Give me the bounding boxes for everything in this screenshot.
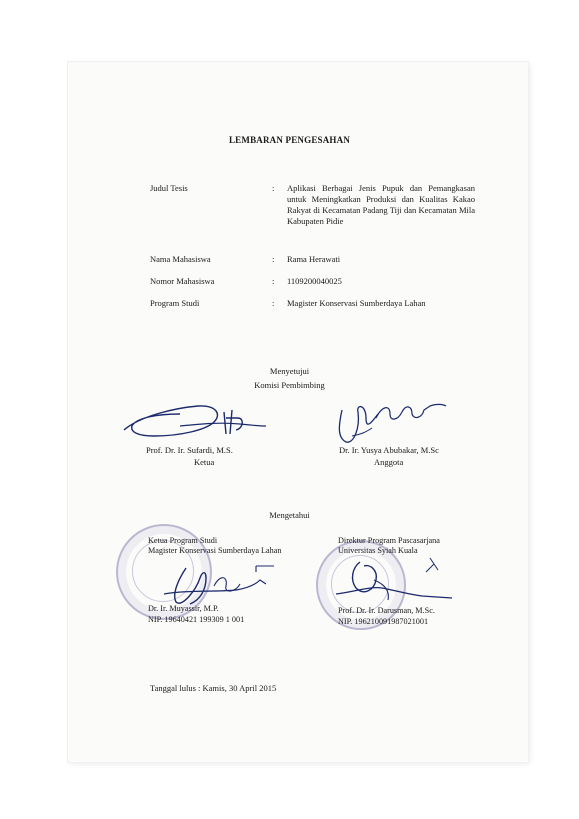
direktur-title-line1: Direktur Program Pascasarjana [338,536,440,545]
judul-value: Aplikasi Berbagai Jenis Pupuk dan Pemangkasan untuk Meningkatkan Produksi dan Kualitas Kakao Rakyat di Kecamatan Padang Tiji dan Kecamatan Mila Kabupaten Pidie [287,183,475,226]
signer-sufardi-name: Prof. Dr. Ir. Sufardi, M.S. [146,445,233,455]
judul-label: Judul Tesis [150,183,188,193]
nama-label: Nama Mahasiswa [150,254,211,264]
kaprodi-title-line2: Magister Konservasi Sumberdaya Lahan [148,546,282,555]
acknowledgement-heading: Mengetahui [269,510,310,520]
page-title: LEMBARAN PENGESAHAN [228,135,351,145]
signature-muyassir [156,560,276,610]
signer-yusya-role: Anggota [374,457,404,467]
direktur-name: Prof. Dr. Ir. Darusman, M.Sc. [338,606,435,615]
nama-colon: : [272,254,275,264]
nama-value: Rama Herawati [287,254,341,264]
direktur-title-line2: Universitas Syiah Kuala [338,546,418,555]
direktur-nip: NIP. 196210091987021001 [338,617,429,626]
nomor-value: 1109200040025 [287,276,342,286]
kaprodi-nip: NIP. 19640421 199309 1 001 [148,615,245,624]
graduation-date: Tanggal lulus : Kamis, 30 April 2015 [150,683,277,693]
signer-sufardi-role: Ketua [194,457,215,467]
prodi-colon: : [272,298,275,308]
signer-yusya-name: Dr. Ir. Yusya Abubakar, M.Sc [339,445,439,455]
signature-darusman [330,556,460,608]
nomor-colon: : [272,276,275,286]
prodi-value: Magister Konservasi Sumberdaya Lahan [287,298,426,308]
signature-sufardi [120,396,270,446]
kaprodi-name: Dr. Ir. Muyassir, M.P. [148,604,219,613]
kaprodi-title-line1: Ketua Program Studi [148,536,218,545]
prodi-label: Program Studi [150,298,200,308]
nomor-label: Nomor Mahasiswa [150,276,215,286]
judul-colon: : [272,183,275,193]
approval-committee: Komisi Pembimbing [254,380,325,390]
approval-heading: Menyetujui [269,366,310,376]
signature-yusya [332,398,452,448]
